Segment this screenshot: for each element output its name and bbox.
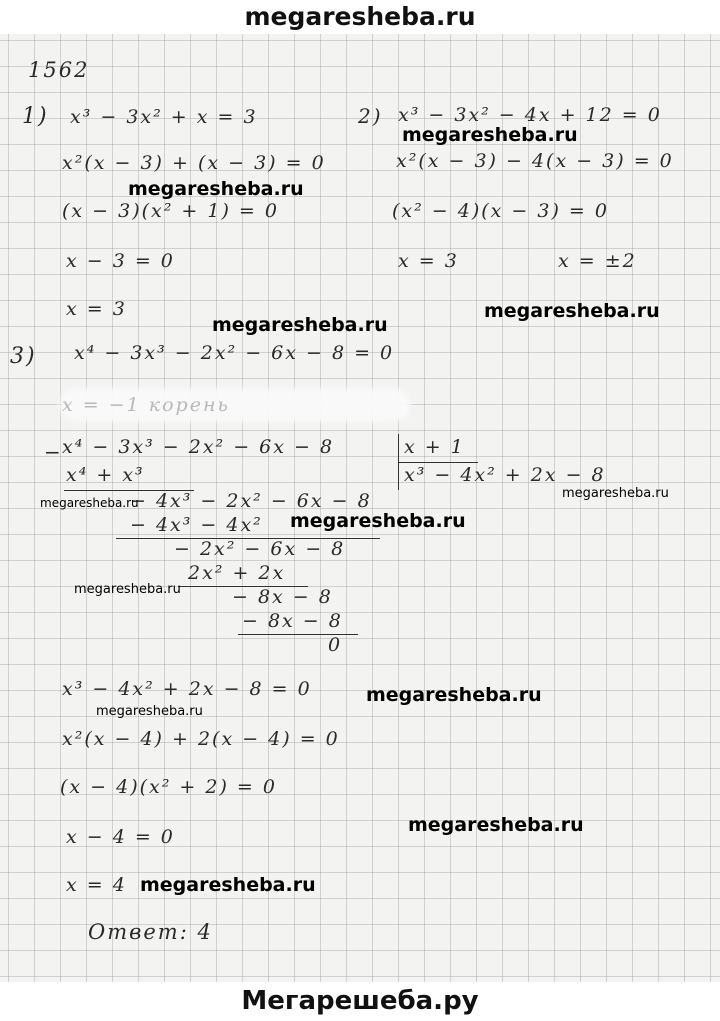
division-step: − 2x² − 6x − 8 [174, 538, 346, 560]
division-divisor: x + 1 [404, 436, 465, 458]
part2-line: (x² − 4)(x − 3) = 0 [392, 200, 609, 222]
part3-label: 3) [10, 344, 37, 369]
part3-line: x − 4 = 0 [66, 826, 175, 848]
watermark: megaresheba.ru [40, 496, 139, 510]
part2-line: x = 3 [398, 250, 459, 272]
division-step: 2x² + 2x [188, 562, 286, 584]
division-remainder: 0 [328, 634, 343, 656]
watermark: megaresheba.ru [484, 300, 660, 322]
part3-line: x = 4 [66, 874, 127, 896]
divisor-underline [398, 462, 478, 463]
watermark: megaresheba.ru [402, 124, 578, 146]
part1-line: x²(x − 3) + (x − 3) = 0 [62, 152, 326, 174]
part3-line: x³ − 4x² + 2x − 8 = 0 [62, 678, 312, 700]
answer: Ответ: 4 [88, 920, 213, 944]
division-dividend: x⁴ − 3x³ − 2x² − 6x − 8 [62, 436, 335, 458]
watermark: megaresheba.ru [212, 314, 388, 336]
part1-label: 1) [22, 104, 49, 129]
division-step: − 4x³ − 4x² [130, 514, 263, 536]
site-header: megaresheba.ru [0, 0, 720, 34]
part1-line: x − 3 = 0 [66, 250, 175, 272]
division-minus-sign: − [44, 440, 63, 464]
part3-line: (x − 4)(x² + 2) = 0 [60, 776, 277, 798]
part3-root-note: x = −1 корень [62, 394, 230, 416]
watermark: megaresheba.ru [96, 704, 203, 719]
part1-line: (x − 3)(x² + 1) = 0 [62, 200, 279, 222]
problem-number: 1562 [28, 58, 90, 82]
part1-line: x = 3 [66, 298, 127, 320]
part1-line: x³ − 3x² + x = 3 [70, 106, 258, 128]
site-footer: Мегарешеба.ру [0, 982, 720, 1021]
watermark: megaresheba.ru [408, 814, 584, 836]
part2-line: x³ − 3x² − 4x + 12 = 0 [398, 104, 662, 126]
division-step: − 8x − 8 [232, 586, 333, 608]
watermark: megaresheba.ru [290, 510, 466, 532]
division-step: − 8x − 8 [242, 610, 343, 632]
division-step: x⁴ + x³ [66, 464, 145, 486]
division-quotient: x³ − 4x² + 2x − 8 [404, 464, 606, 486]
part2-label: 2) [358, 104, 383, 128]
part3-equation: x⁴ − 3x³ − 2x² − 6x − 8 = 0 [74, 342, 395, 364]
watermark: megaresheba.ru [366, 684, 542, 706]
part2-line: x = ±2 [558, 250, 637, 272]
watermark: megaresheba.ru [74, 582, 181, 597]
division-step: − 4x³ − 2x² − 6x − 8 [130, 490, 372, 512]
watermark: megaresheba.ru [128, 178, 304, 200]
watermark: megaresheba.ru [562, 486, 669, 501]
part3-line: x²(x − 4) + 2(x − 4) = 0 [62, 728, 340, 750]
part2-line: x²(x − 3) − 4(x − 3) = 0 [396, 150, 674, 172]
watermark: megaresheba.ru [140, 874, 316, 896]
